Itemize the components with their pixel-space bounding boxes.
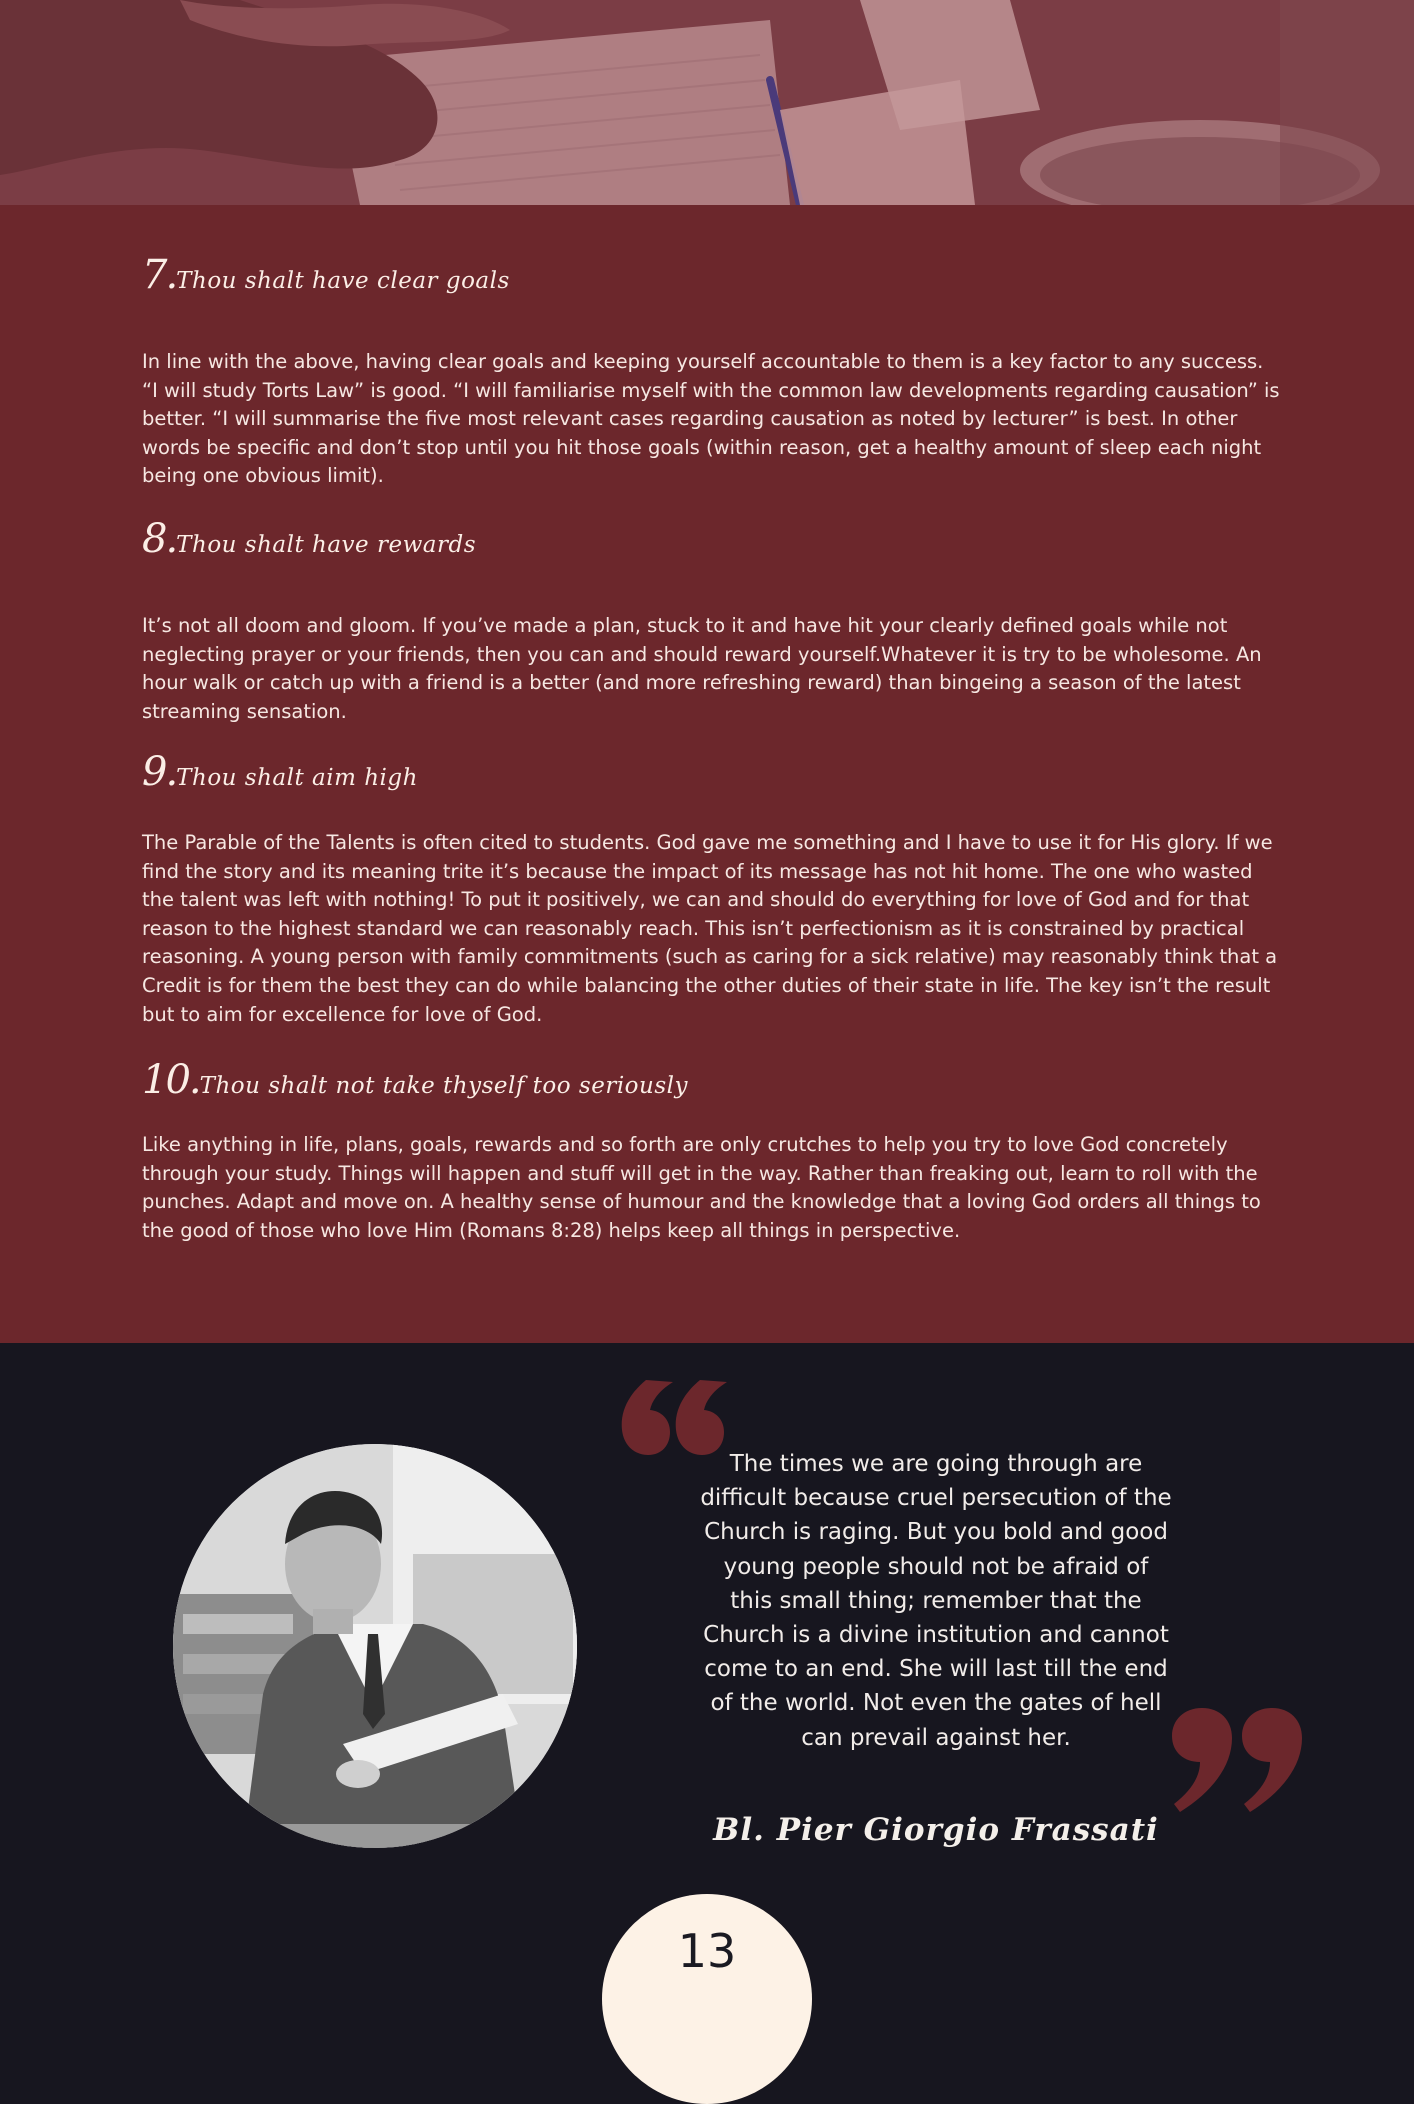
section-heading — [142, 516, 1282, 562]
section-number: 8. — [142, 516, 177, 562]
portrait-illustration — [173, 1444, 577, 1848]
study-desk-illustration — [0, 0, 1414, 205]
quote-author: Bl. Pier Giorgio Frassati — [713, 1812, 1159, 1848]
section-number: 9. — [142, 749, 177, 795]
header-photo — [0, 0, 1414, 205]
section-8-body: It’s not all doom and gloom. If you’ve made a plan, stuck to it and have hit your clearly defined goals while not neglecting prayer or your friends, then you can and should reward yourself.Whatever it is try to be wholesome. An hour walk or catch up with a friend is a better (and more refreshing reward) than bingeing a season of the latest streaming sensation. — [142, 614, 1262, 723]
section-9 — [142, 749, 1282, 795]
section-7 — [142, 252, 1282, 298]
section-9-body: The Parable of the Talents is often cited to students. God gave me something and I have to use it for His glory. If we find the story and its meaning trite it’s because the impact of its message has not hit home. The one who wasted the talent was left with nothing! To put it positively, we can and should do everything for love of God and for that reason to the highest standard we can reasonably reach. This isn’t perfectionism as it is constrained by practical reasoning. A young person with family commitments (such as caring for a sick relative) may reasonably think that a Credit is for them the best they can do while balancing the other duties of their state in life. The key isn’t the result but to aim for excellence for love of God. — [142, 831, 1278, 1026]
section-number: 10. — [142, 1057, 200, 1103]
section-title: Thou shalt not take thyself too seriously — [199, 1073, 688, 1099]
section-heading — [142, 252, 1282, 298]
open-quote-icon — [618, 1350, 728, 1460]
section-heading — [142, 1057, 1282, 1103]
section-10 — [142, 1057, 1282, 1103]
close-quote-icon — [1162, 1700, 1312, 1820]
section-title: Thou shalt aim high — [176, 765, 418, 791]
section-title: Thou shalt have clear goals — [176, 268, 510, 294]
page-number-badge — [602, 1894, 812, 2104]
section-title: Thou shalt have rewards — [176, 532, 477, 558]
section-8 — [142, 516, 1282, 562]
section-heading — [142, 749, 1282, 795]
portrait-photo — [173, 1444, 577, 1848]
quote-text: The times we are going through are difficult because cruel persecution of the Church is raging. But you bold and good young people should not be afraid of this small thing; remember that the Church is a divine institution and cannot come to an end. She will last till the end of the world. Not even the gates of hell can prevail against her. — [700, 1451, 1172, 1751]
page-number: 13 — [677, 1924, 737, 1978]
section-10-body: Like anything in life, plans, goals, rewards and so forth are only crutches to help you try to love God concretely through your study. Things will happen and stuff will get in the way. Rather than freaking out, learn to roll with the punches. Adapt and move on. A healthy sense of humour and the knowledge that a loving God orders all things to the good of those who love Him (Romans 8:28) helps keep all things in perspective. — [142, 1133, 1261, 1242]
section-7-body: In line with the above, having clear goals and keeping yourself accountable to them is a key factor to any success. “I will study Torts Law” is good. “I will familiarise myself with the common law developments regarding causation” is better. “I will summarise the five most relevant cases regarding causation as noted by lecturer” is best. In other words be specific and don’t stop until you hit those goals (within reason, get a healthy amount of sleep each night being one obvious limit). — [142, 350, 1280, 488]
section-number: 7. — [142, 252, 177, 298]
